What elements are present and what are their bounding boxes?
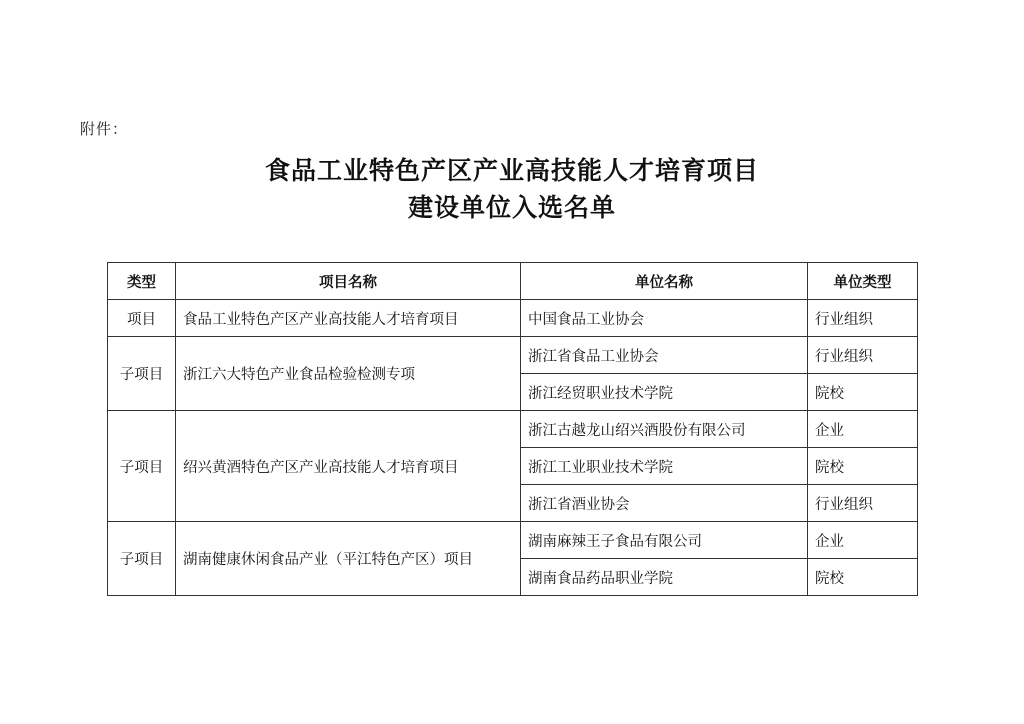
- cell-unit-type: 企业: [808, 522, 918, 559]
- cell-unit-type: 院校: [808, 448, 918, 485]
- header-project-name: 项目名称: [176, 263, 521, 300]
- cell-unit-name: 浙江经贸职业技术学院: [521, 374, 808, 411]
- table-header-row: [108, 263, 918, 300]
- table-row: [108, 411, 918, 448]
- cell-unit-type: 院校: [808, 374, 918, 411]
- cell-unit-name: 浙江古越龙山绍兴酒股份有限公司: [521, 411, 808, 448]
- cell-unit-name: 浙江省酒业协会: [521, 485, 808, 522]
- header-type: 类型: [108, 263, 176, 300]
- attachment-label: 附件：: [80, 120, 129, 138]
- cell-unit-type: 企业: [808, 411, 918, 448]
- table-row: [108, 337, 918, 374]
- header-unit-type: 单位类型: [808, 263, 918, 300]
- selection-table: [107, 262, 918, 596]
- cell-type: 子项目: [108, 337, 176, 411]
- cell-unit-type: 院校: [808, 559, 918, 596]
- table-row: [108, 300, 918, 337]
- table-row: [108, 522, 918, 559]
- cell-unit-name: 浙江省食品工业协会: [521, 337, 808, 374]
- document-subtitle: 建设单位入选名单: [407, 193, 616, 222]
- cell-project-name: 浙江六大特色产业食品检验检测专项: [176, 337, 521, 411]
- cell-unit-type: 行业组织: [808, 485, 918, 522]
- cell-type: 项目: [108, 300, 176, 337]
- cell-project-name: 湖南健康休闲食品产业（平江特色产区）项目: [176, 522, 521, 596]
- cell-project-name: 食品工业特色产区产业高技能人才培育项目: [176, 300, 521, 337]
- document-title: 食品工业特色产区产业高技能人才培育项目: [264, 156, 759, 185]
- cell-unit-type: 行业组织: [808, 300, 918, 337]
- cell-project-name: 绍兴黄酒特色产区产业高技能人才培育项目: [176, 411, 521, 522]
- cell-unit-name: 湖南麻辣王子食品有限公司: [521, 522, 808, 559]
- cell-unit-type: 行业组织: [808, 337, 918, 374]
- header-unit-name: 单位名称: [521, 263, 808, 300]
- cell-unit-name: 浙江工业职业技术学院: [521, 448, 808, 485]
- cell-type: 子项目: [108, 522, 176, 596]
- cell-type: 子项目: [108, 411, 176, 522]
- cell-unit-name: 中国食品工业协会: [521, 300, 808, 337]
- cell-unit-name: 湖南食品药品职业学院: [521, 559, 808, 596]
